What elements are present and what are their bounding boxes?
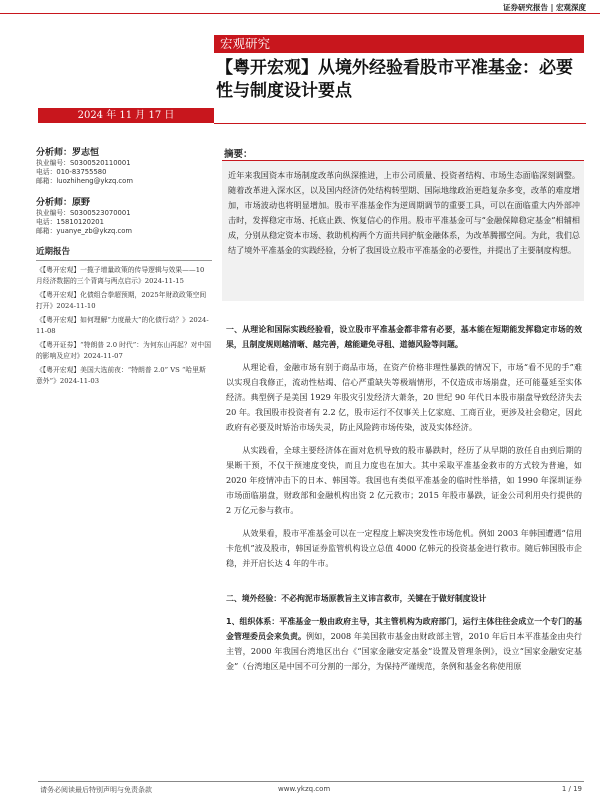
analyst-phone: 电话：010-83755580: [36, 168, 107, 176]
footer-website[interactable]: www.ykzq.com: [278, 785, 331, 793]
analyst-email[interactable]: 邮箱：yuanye_zb@ykzq.com: [36, 227, 132, 235]
analyst-cert: 执业编号：S0300520110001: [36, 159, 131, 167]
report-date: 2024 年 11 月 17 日: [38, 108, 214, 123]
section-heading-2: 二、境外经验：不必拘泥市场原教旨主义讳言救市，关键在于做好制度设计: [226, 594, 487, 603]
report-title: 【粤开宏观】从境外经验看股市平准基金：必要性与制度设计要点: [216, 58, 573, 101]
recent-report-link[interactable]: 《【粤开宏观】美国大选前夜：“特朗普 2.0” VS “哈里斯意外”》2024-11-03: [36, 366, 206, 385]
section-heading-1: 一、从理论和国际实践经验看，设立股市平准基金都非常有必要，基本能在短期能发挥稳定市场的效果，且制度规则越清晰、越完善，越能避免寻租、道德风险等问题。: [226, 325, 582, 349]
analyst-cert: 执业编号：S0300523070001: [36, 209, 131, 217]
subsection-text: 例如，2008 年美国救市基金由财政部主管，2010 年后日本平准基金由央行主管，2000 年我国台湾地区出台《“国家金融安定基金”设置及管理条例》，设立“国家金融安定基金”（台湾地区是中国不可分割的一部分，为保持严谨规范，条例和基金名称使用原: [226, 631, 582, 671]
footer-disclaimer[interactable]: 请务必阅读最后特别声明与免责条款: [40, 786, 152, 794]
body-paragraph: 从效果看，股市平准基金可以在一定程度上解决突发性市场危机。例如 2003 年韩国遭遇“信用卡危机”波及股市，韩国证券监管机构设立总值 4000 亿韩元的投资基金进行救市。随后韩国股市企稳，并开启长达 4 年的牛市。: [226, 528, 582, 568]
recent-report-link[interactable]: 《【粤开宏观】化债组合拳超预期，2025年财政政策空间打开》2024-11-10: [36, 291, 207, 310]
recent-reports-title: 近期报告: [36, 245, 212, 261]
analyst-email[interactable]: 邮箱：luozhiheng@ykzq.com: [36, 177, 133, 185]
analyst-name: 分析师：原野: [36, 198, 91, 208]
subsection-lead: 1、组织体系：平准基金一般由政府主导，其主管机构为政府部门，运行主体往往会成立一个专门的基金管理委员会来负责。: [226, 617, 582, 641]
analyst-name: 分析师：罗志恒: [36, 148, 100, 158]
abstract-label: 摘要：: [224, 149, 253, 160]
abstract-text: 近年来我国资本市场制度改革向纵深推进，上市公司质量、投资者结构、市场生态面临深刻调整。随着改革进入深水区，以及国内经济仍处结构转型期、国际地缘政治更趋复杂多变，改革的难度增加，市场波动也将明显增加。股市平准基金作为逆周期调节的重要工具，可以在面临重大内外部冲击时，发挥稳定市场、托底止跌、恢复信心的作用。股市平准基金可与“金融保障稳定基金”相辅相成，分别从稳定资本市场、救助机构两个方面共同护航金融体系，为改革腾挪空间。为此，我们总结了境外平准基金的实践经验，分析了我国设立股市平准基金的必要性，并提出了主要制度构想。: [228, 170, 580, 255]
category-banner: 宏观研究: [214, 35, 584, 53]
subsection-paragraph: [226, 614, 582, 674]
report-type: 证券研究报告 | 宏观深度: [503, 3, 586, 12]
recent-report-link[interactable]: 《【粤开证券】“特朗普 2.0 时代”：为何东山再起？对中国的影响及应对》2024-11-07: [36, 341, 212, 360]
footer-page-number: 1 / 19: [561, 785, 582, 793]
recent-report-link[interactable]: 《【粤开宏观】一揽子增量政策的传导逻辑与效果——10 月经济数据的三个背离与两点启示》2024-11-15: [36, 266, 205, 285]
main-body: [226, 322, 582, 682]
body-paragraph: 从理论看，金融市场有别于商品市场，在资产价格非理性暴跌的情况下，市场“看不见的手”难以实现自我修正，流动性枯竭、信心严重缺失等极端情形，不仅造成市场崩盘，还可能蔓延至实体经济。典型例子是美国 1929 年股灾引发经济大萧条，20 世纪 90 年代日本股市崩盘导致经济失去 20 年。我国股市投资者有 2.2 亿，股市运行不仅事关上亿家庭、工商百业，更涉及社会稳定，因此政府有必要及时矫治市场失灵，防止风险跨市场传染，波及实体经济。: [226, 362, 582, 432]
footer-rule: [38, 781, 584, 782]
body-paragraph: 从实践看，全球主要经济体在面对危机导致的股市暴跌时，经历了从早期的放任自由到后期的果断干预，不仅干预速度变快，而且力度也在加大。其中采取平准基金救市的方式较为普遍，如 2020 年疫情冲击下的日本、韩国等。我国也有类似平准基金的临时性举措，如 1990 年深圳证券市场面临崩盘，财政部和金融机构出资 2 亿元救市；2015 年股市暴跌，证金公司利用央行提供的 2 万亿元参与救市。: [226, 445, 582, 515]
recent-report-link[interactable]: 《【粤开宏观】如何理解“力度最大”的化债行动？》2024-11-08: [36, 316, 209, 335]
analyst-phone: 电话：15810120201: [36, 218, 104, 226]
